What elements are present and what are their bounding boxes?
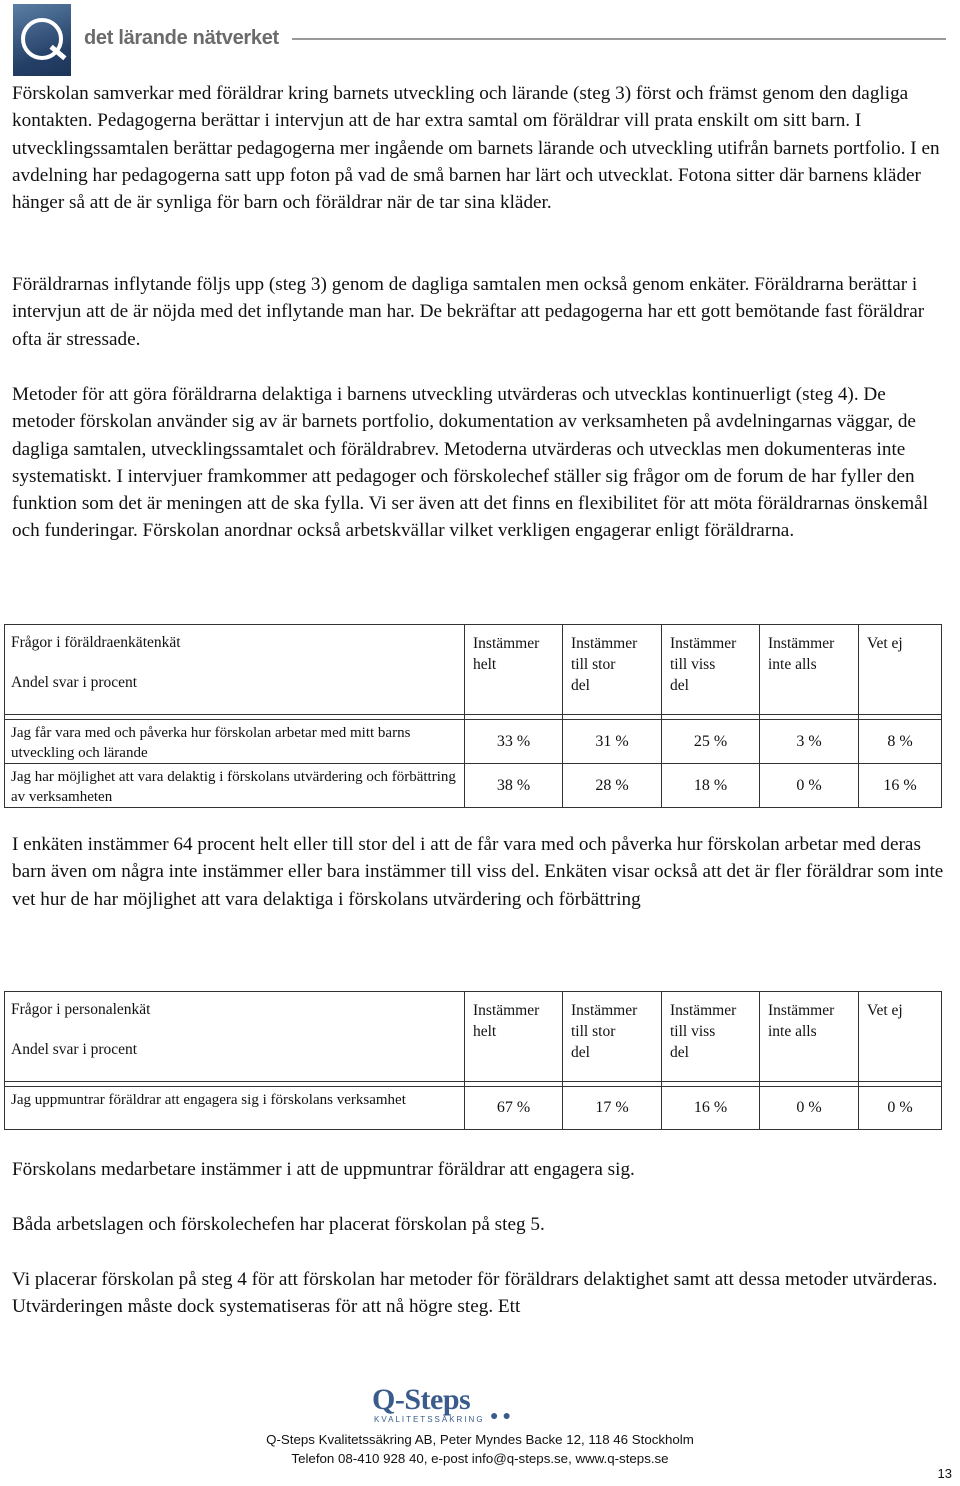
paragraph-conclusion: Vi placerar förskolan på steg 4 för att förskolan har metoder för föräldrars delaktighet samt att dessa metoder utvärderas. Utvärderingen måste dock systematiseras för att nå högre steg. Ett [12,1269,938,1318]
column-header: Vet ej [859,625,942,715]
statement-cell: Jag har möjlighet att vara delaktig i förskolans utvärdering och förbättring av verksamheten [5,764,465,808]
paragraph-parent-survey-summary: I enkäten instämmer 64 procent helt eller till stor del i att de får vara med och påverka hur förskolan arbetar med deras barn även om några inte instämmer eller bara instämmer till viss del. Enkäten visar också att det är fler föräldrar som inte vet hur de har möjlighet att vara delaktiga i förskolans utvärdering och förbättring [12,834,944,910]
column-header: Vet ej [859,992,942,1082]
value-cell: 31 % [563,720,662,764]
page-header [0,0,960,80]
value-cell: 3 % [760,720,859,764]
table-subtitle: Andel svar i procent [11,1041,138,1058]
value-cell: 16 % [859,764,942,808]
table-title: Frågor i föräldraenkätenkät [11,634,181,651]
value-cell: 16 % [662,1087,760,1130]
paragraph-staff-summary: Förskolans medarbetare instämmer i att de uppmuntrar föräldrar att engagera sig. [12,1159,635,1180]
value-cell: 28 % [563,764,662,808]
q-steps-logo-subtitle: KVALITETSSÄKRING [374,1415,485,1424]
statement-cell: Jag uppmuntrar föräldrar att engagera sig i förskolans verksamhet [5,1087,465,1130]
table-title: Frågor i personalenkät [11,1001,151,1018]
value-cell: 33 % [465,720,563,764]
value-cell: 17 % [563,1087,662,1130]
paragraph-parent-influence: Föräldrarnas inflytande följs upp (steg 3) genom de dagliga samtalen men också genom enkäter. Föräldrarna berättar i intervjun att de är nöjda med det inflytande man har. De bekräftar att pedagogerna har ett gott bemötande fast föräldrar ofta är stressade. [12,274,925,350]
column-header: Instämmer helt [465,992,563,1082]
q-logo-icon [13,4,71,76]
q-steps-logo [372,1383,592,1427]
value-cell: 25 % [662,720,760,764]
value-cell: 0 % [859,1087,942,1130]
table-row [5,764,942,808]
paragraph-self-assessment: Båda arbetslagen och förskolechefen har placerat förskolan på steg 5. [12,1214,545,1235]
footer-contact: Telefon 08-410 928 40, e-post info@q-steps.se, www.q-steps.se [291,1451,669,1466]
column-header: Instämmer helt [465,625,563,715]
table-header-row [5,625,942,715]
table-title-cell [5,992,465,1082]
footer-address: Q-Steps Kvalitetssäkring AB, Peter Myndes Backe 12, 118 46 Stockholm [266,1432,694,1447]
table-title-cell [5,625,465,715]
value-cell: 67 % [465,1087,563,1130]
value-cell: 8 % [859,720,942,764]
paragraph-parent-cooperation: Förskolan samverkar med föräldrar kring barnets utveckling och lärande (steg 3) först och främst genom den dagliga kontakten. Pedagogerna berättar i intervjun att de har extra samtal om föräldrar vill prata enskilt om sitt barn. I utvecklingssamtalen berättar pedagogerna mer ingående om barnets lärande och utveckling utifrån barnets portfolio. I en avdelning har pedagogerna satt upp foton på vad de små barnen har lärt och utvecklat. Fotona sitter där barnens kläder hänger så att de är synliga för barn och föräldrar när de tar sina kläder. [12,83,940,214]
q-steps-logo-text: Q-Steps [372,1383,471,1416]
column-header: Instämmer inte alls [760,992,859,1082]
footprints-icon: ●● [490,1409,515,1424]
parent-survey-table [4,624,942,808]
column-header: Instämmer inte alls [760,625,859,715]
value-cell: 0 % [760,1087,859,1130]
paragraph-methods: Metoder för att göra föräldrarna delaktiga i barnens utveckling utvärderas och utvecklas kontinuerligt (steg 4). De metoder förskolan använder sig av är barnets portfolio, dokumentation av verksamheten på avdelningarnas väggar, de dagliga samtalen, utvecklingssamtalet och föräldrabrev. Metoderna utvärderas och utvecklas men dokumenteras inte systematiskt. I intervjuer framkommer att pedagoger och förskolechef ställer sig frågor om de forum de har fyller den funktion som det är meningen att de ska fylla. Vi ser även att det finns en flexibilitet för att möta föräldrarnas önskemål och funderingar. Förskolan anordnar också arbetskvällar vilket verkligen engagerar enligt föräldrarna. [12,384,929,542]
column-header: Instämmer till viss del [662,992,760,1082]
column-header: Instämmer till viss del [662,625,760,715]
staff-survey-table [4,991,942,1130]
table-row [5,720,942,764]
table-header-row [5,992,942,1082]
table-subtitle: Andel svar i procent [11,674,138,691]
value-cell: 0 % [760,764,859,808]
column-header: Instämmer till stor del [563,625,662,715]
statement-cell: Jag får vara med och påverka hur förskolan arbetar med mitt barns utveckling och lärande [5,720,465,764]
column-header: Instämmer till stor del [563,992,662,1082]
header-divider [292,38,946,40]
value-cell: 38 % [465,764,563,808]
brand-name: det lärande nätverket [84,27,279,49]
value-cell: 18 % [662,764,760,808]
table-row [5,1087,942,1130]
page-number: 13 [937,1466,952,1481]
